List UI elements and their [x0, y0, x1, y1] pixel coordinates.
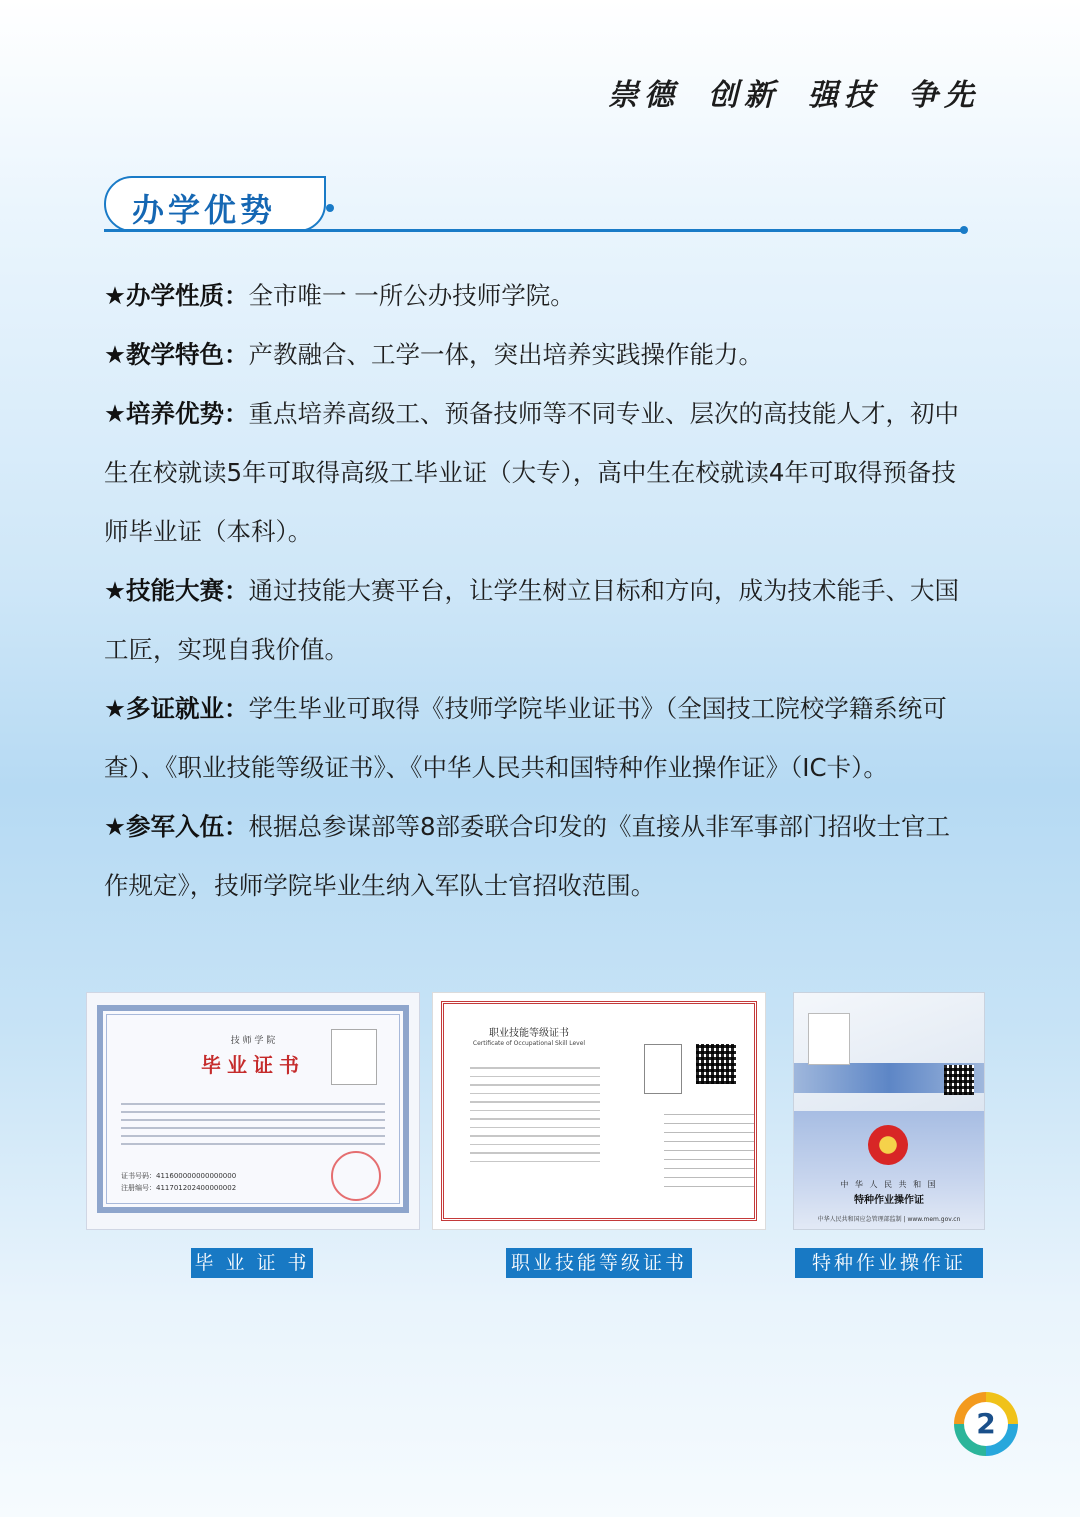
qr-code-icon	[944, 1065, 974, 1095]
motto-4: 争先	[908, 78, 980, 113]
page-number-badge	[954, 1392, 1018, 1456]
advantage-item	[104, 679, 974, 797]
rule-end-dot	[960, 226, 968, 234]
national-emblem-icon	[868, 1125, 908, 1165]
diploma-school: 技 师 学 院	[230, 1036, 276, 1046]
skill-cert-title: 职业技能等级证书	[489, 1028, 569, 1039]
special-cert-image	[793, 992, 985, 1230]
diploma-image	[86, 992, 420, 1230]
special-cert-line1: 中 华 人 民 共 和 国	[840, 1180, 938, 1189]
motto-2: 创新	[708, 78, 780, 113]
page-number: 2	[976, 1407, 996, 1440]
item-text: 产教融合、工学一体，突出培养实践操作能力。	[248, 340, 763, 369]
item-text: 根据总参谋部等8部委联合印发的《直接从非军事部门招收士官工作规定》，技师学院毕业生纳入军队士官招收范围。	[104, 812, 951, 900]
skill-cert-subtitle: Certificate of Occupational Skill Level	[472, 1040, 586, 1047]
item-text: 全市唯一 一所公办技师学院。	[248, 281, 575, 310]
advantage-item	[104, 561, 974, 679]
diploma-caption: 毕 业 证 书	[191, 1248, 313, 1278]
motto-3: 强技	[808, 78, 880, 113]
special-cert-caption: 特种作业操作证	[795, 1248, 983, 1278]
item-label: ★教学特色：	[104, 340, 249, 369]
advantage-item	[104, 797, 974, 915]
diploma-reg-no: 注册编号：411701202400000002	[121, 1184, 237, 1192]
item-text: 学生毕业可取得《技师学院毕业证书》（全国技工院校学籍系统可查）、《职业技能等级证书》、《中华人民共和国特种作业操作证》（IC卡）。	[104, 694, 947, 782]
item-label: ★参军入伍：	[104, 812, 249, 841]
title-dot	[326, 204, 334, 212]
special-cert-photo	[808, 1013, 850, 1065]
advantage-item	[104, 384, 974, 561]
diploma-cert-no: 证书号码：411600000000000000	[121, 1172, 237, 1180]
diploma-photo	[331, 1029, 377, 1085]
skill-cert-fields	[664, 1106, 754, 1195]
skill-cert-photo	[644, 1044, 682, 1094]
diploma-frame	[97, 1005, 409, 1213]
item-text: 通过技能大赛平台，让学生树立目标和方向，成为技术能手、大国工匠，实现自我价值。	[104, 576, 959, 664]
qr-code-icon	[696, 1044, 736, 1084]
section-title-box	[104, 176, 326, 232]
skill-cert-text	[470, 1060, 600, 1169]
motto-1: 崇德	[608, 78, 680, 113]
section-rule	[104, 229, 964, 232]
advantages-list	[104, 266, 974, 915]
skill-cert-image	[432, 992, 766, 1230]
item-label: ★培养优势：	[104, 399, 249, 428]
item-label: ★技能大赛：	[104, 576, 249, 605]
skill-cert-caption: 职业技能等级证书	[506, 1248, 692, 1278]
school-motto	[580, 70, 980, 114]
advantage-item	[104, 325, 974, 384]
item-text: 重点培养高级工、预备技师等不同专业、层次的高技能人才，初中生在校就读5年可取得高级工毕业证（大专），高中生在校就读4年可取得预备技师毕业证（本科）。	[104, 399, 959, 546]
diploma-title: 毕业证书	[201, 1053, 305, 1077]
item-label: ★办学性质：	[104, 281, 249, 310]
skill-cert-frame	[441, 1001, 757, 1221]
item-label: ★多证就业：	[104, 694, 249, 723]
diploma-seal	[331, 1151, 381, 1201]
section-title: 办学优势	[132, 191, 277, 229]
advantage-item	[104, 266, 974, 325]
diploma-text-lines	[121, 1097, 385, 1151]
special-cert-footer: 中华人民共和国应急管理部监制 | www.mem.gov.cn	[817, 1216, 961, 1223]
special-cert-line2: 特种作业操作证	[854, 1195, 924, 1206]
